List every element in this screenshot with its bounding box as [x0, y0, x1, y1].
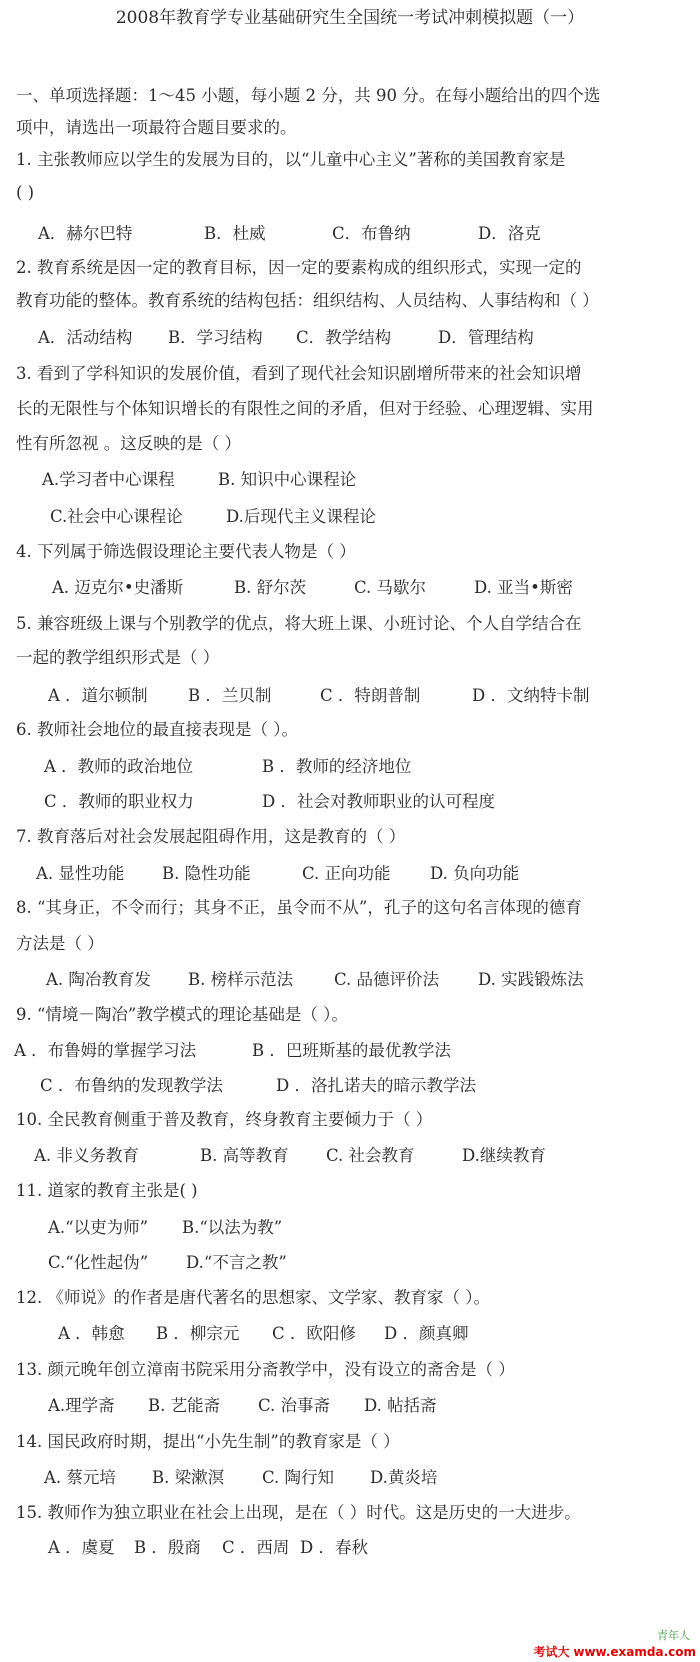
question-stem: 4. 下列属于筛选假设理论主要代表人物是（ ） — [16, 542, 356, 561]
option-a: A ．布鲁姆的掌握学习法 — [14, 1041, 197, 1060]
option-d: D. 帖括斋 — [364, 1396, 437, 1415]
option-c: C.社会中心课程论 — [50, 507, 183, 526]
option-a: A.理学斋 — [48, 1396, 115, 1415]
option-d: D ．春秋 — [300, 1538, 368, 1557]
watermark-site: www.examda.com — [573, 1645, 696, 1659]
section-instructions: 一、单项选择题：1～45 小题，每小题 2 分，共 90 分。在每小题给出的四个选 — [16, 86, 601, 105]
option-d: D ．文纳特卡制 — [472, 686, 590, 705]
option-d: D．管理结构 — [438, 328, 534, 347]
option-d: D．洛克 — [478, 224, 541, 243]
option-a: A．活动结构 — [38, 328, 133, 347]
watermark-tag: 青年人 — [657, 1629, 690, 1642]
question-stem: 3. 看到了学科知识的发展价值，看到了现代社会知识剧增所带来的社会知识增 — [16, 364, 582, 383]
option-c: C. 正向功能 — [302, 864, 391, 883]
option-b: B. 榜样示范法 — [188, 970, 294, 989]
option-a: A．赫尔巴特 — [38, 224, 133, 243]
option-c: C．教学结构 — [296, 328, 392, 347]
question-stem: 教育功能的整体。教育系统的结构包括：组织结构、人员结构、人事结构和（ ） — [16, 291, 599, 310]
option-a: A. 非义务教育 — [34, 1146, 139, 1165]
question-stem: 方法是（ ） — [16, 934, 104, 953]
option-a: A. 迈克尔•史潘斯 — [52, 578, 184, 597]
option-a: A ．教师的政治地位 — [44, 757, 194, 776]
option-c: C．布鲁纳 — [332, 224, 411, 243]
question-stem: 6. 教师社会地位的最直接表现是（ ）。 — [16, 720, 298, 739]
option-b: B．杜威 — [204, 224, 266, 243]
option-b: B. 艺能斋 — [148, 1396, 221, 1415]
option-c: C ．欧阳修 — [272, 1324, 356, 1343]
option-a: A ．虞夏 — [48, 1538, 115, 1557]
option-c: C. 社会教育 — [326, 1146, 415, 1165]
option-d: D.“不言之教” — [186, 1253, 287, 1272]
question-stem: 5. 兼容班级上课与个别教学的优点，将大班上课、小班讨论、个人自学结合在 — [16, 614, 582, 633]
option-b: B. 知识中心课程论 — [218, 470, 357, 489]
question-stem: 1. 主张教师应以学生的发展为目的，以“儿童中心主义”著称的美国教育家是 — [16, 150, 566, 169]
option-d: D. 实践锻炼法 — [478, 970, 584, 989]
option-b: B. 隐性功能 — [162, 864, 251, 883]
question-stem: 15. 教师作为独立职业在社会上出现，是在（ ）时代。这是历史的一大进步。 — [16, 1503, 581, 1522]
option-d: D ．社会对教师职业的认可程度 — [262, 792, 495, 811]
question-stem: ( ) — [16, 183, 35, 202]
option-c: C. 马歇尔 — [354, 578, 427, 597]
question-stem: 2. 教育系统是因一定的教育目标，因一定的要素构成的组织形式，实现一定的 — [16, 258, 582, 277]
option-c: C. 品德评价法 — [334, 970, 440, 989]
question-stem: 10. 全民教育侧重于普及教育，终身教育主要倾力于（ ） — [16, 1110, 433, 1129]
option-b: B. 高等教育 — [200, 1146, 289, 1165]
question-stem: 9. “情境－陶冶”教学模式的理论基础是（ ）。 — [16, 1005, 348, 1024]
option-d: D ．颜真卿 — [384, 1324, 469, 1343]
option-a: A.“以吏为师” — [48, 1218, 149, 1237]
option-b: B ．兰贝制 — [188, 686, 272, 705]
option-b: B ．殷商 — [134, 1538, 201, 1557]
option-d: D. 负向功能 — [430, 864, 520, 883]
option-a: A.学习者中心课程 — [42, 470, 175, 489]
option-d: D.后现代主义课程论 — [226, 507, 376, 526]
question-stem: 11. 道家的教育主张是( ) — [16, 1181, 198, 1200]
question-stem: 8. “其身正，不令而行；其身不正，虽令而不从”，孔子的这句名言体现的德育 — [16, 898, 582, 917]
option-a: A. 显性功能 — [36, 864, 125, 883]
option-c: C. 治事斋 — [258, 1396, 331, 1415]
question-stem: 7. 教育落后对社会发展起阻碍作用，这是教育的（ ） — [16, 827, 406, 846]
option-d: D ．洛扎诺夫的暗示教学法 — [276, 1076, 476, 1095]
option-b: B ．巴班斯基的最优教学法 — [252, 1041, 451, 1060]
section-instructions: 项中，请选出一项最符合题目要求的。 — [16, 118, 297, 137]
option-b: B.“以法为教” — [182, 1218, 283, 1237]
option-b: B. 舒尔茨 — [234, 578, 307, 597]
question-stem: 12. 《师说》的作者是唐代著名的思想家、文学家、教育家（ ）。 — [16, 1288, 490, 1307]
question-stem: 13. 颜元晚年创立漳南书院采用分斋教学中，没有设立的斋舍是（ ） — [16, 1360, 515, 1379]
option-b: B. 梁漱溟 — [152, 1468, 225, 1487]
option-b: B ．柳宗元 — [156, 1324, 240, 1343]
question-stem: 14. 国民政府时期，提出“小先生制”的教育家是（ ） — [16, 1432, 400, 1451]
question-stem: 长的无限性与个体知识增长的有限性之间的矛盾，但对于经验、心理逻辑、实用 — [16, 399, 594, 418]
exam-title: 2008年教育学专业基础研究生全国统一考试冲刺模拟题（一） — [115, 8, 585, 28]
watermark — [533, 1629, 696, 1660]
option-a: A ．韩愈 — [58, 1324, 125, 1343]
option-a: A. 陶冶教育发 — [46, 970, 151, 989]
option-d: D.黄炎培 — [370, 1468, 438, 1487]
option-c: C ．西周 — [222, 1538, 290, 1557]
watermark-brand: 考试大 — [533, 1645, 570, 1659]
option-c: C ．教师的职业权力 — [44, 792, 194, 811]
option-c: C. 陶行知 — [262, 1468, 335, 1487]
question-stem: 性有所忽视 。这反映的是（ ） — [16, 434, 241, 453]
option-a: A. 蔡元培 — [44, 1468, 116, 1487]
option-d: D.继续教育 — [462, 1146, 546, 1165]
option-c: C ．特朗普制 — [320, 686, 421, 705]
option-a: A ．道尔顿制 — [48, 686, 148, 705]
option-c: C ．布鲁纳的发现教学法 — [40, 1076, 223, 1095]
question-stem: 一起的教学组织形式是（ ） — [16, 648, 220, 667]
option-c: C.“化性起伪” — [48, 1253, 149, 1272]
option-b: B ．教师的经济地位 — [262, 757, 412, 776]
option-b: B．学习结构 — [168, 328, 263, 347]
option-d: D. 亚当•斯密 — [474, 578, 573, 597]
